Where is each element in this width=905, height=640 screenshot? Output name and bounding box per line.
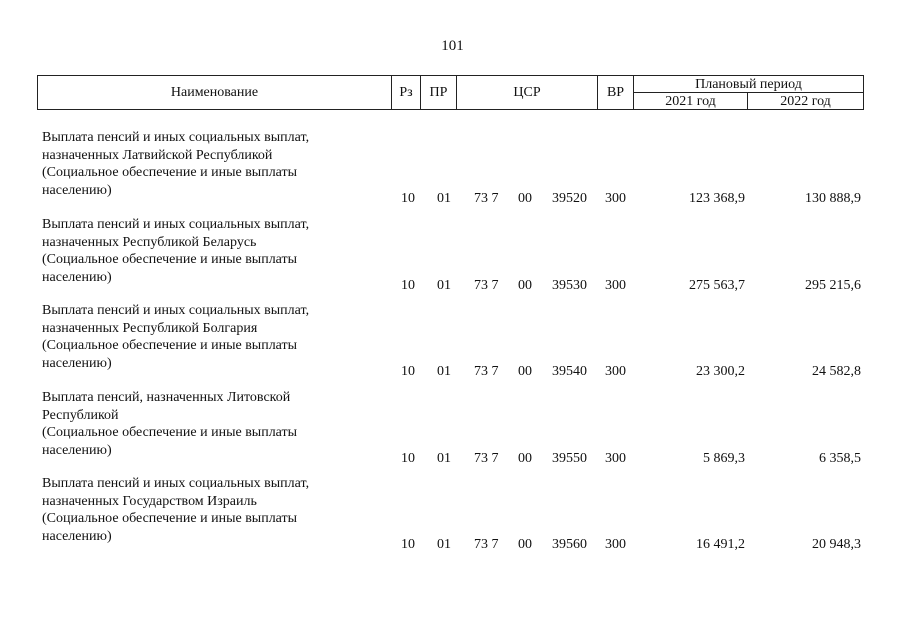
table-row — [0, 389, 905, 469]
row-vr: 300 — [605, 537, 626, 552]
row-pr: 01 — [437, 537, 451, 552]
row-rz: 10 — [401, 364, 415, 379]
row-amount-2022: 24 582,8 — [812, 364, 861, 379]
row-csr-program: 73 7 — [474, 537, 499, 552]
row-csr-program: 73 7 — [474, 364, 499, 379]
header-csr: ЦСР — [457, 76, 598, 110]
row-amount-2021: 23 300,2 — [696, 364, 745, 379]
row-pr: 01 — [437, 451, 451, 466]
row-rz: 10 — [401, 451, 415, 466]
row-vr: 300 — [605, 191, 626, 206]
table-row — [0, 302, 905, 382]
header-vr: ВР — [598, 76, 634, 110]
row-csr-direction: 39520 — [552, 191, 587, 206]
table-row — [0, 216, 905, 296]
table-row — [0, 129, 905, 209]
row-name: Выплата пенсий, назначенных Литовской Республикой (Социальное обеспечение и иные выплаты населению) — [42, 390, 298, 458]
header-year-2022: 2022 год — [748, 93, 864, 110]
row-csr-direction: 39560 — [552, 537, 587, 552]
row-csr-subprogram: 00 — [518, 451, 532, 466]
row-amount-2021: 5 869,3 — [703, 451, 745, 466]
row-amount-2021: 16 491,2 — [696, 537, 745, 552]
row-csr-subprogram: 00 — [518, 278, 532, 293]
row-csr-direction: 39550 — [552, 451, 587, 466]
row-vr: 300 — [605, 278, 626, 293]
row-name: Выплата пенсий и иных социальных выплат, назначенных Республикой Болгария (Социальное обеспечение и иные выплаты населению) — [42, 303, 310, 371]
table-row — [0, 475, 905, 555]
row-pr: 01 — [437, 191, 451, 206]
row-csr-subprogram: 00 — [518, 364, 532, 379]
row-csr-subprogram: 00 — [518, 191, 532, 206]
row-csr-subprogram: 00 — [518, 537, 532, 552]
row-vr: 300 — [605, 364, 626, 379]
row-amount-2022: 6 358,5 — [819, 451, 861, 466]
row-amount-2021: 123 368,9 — [689, 191, 745, 206]
row-pr: 01 — [437, 278, 451, 293]
row-amount-2022: 130 888,9 — [805, 191, 861, 206]
row-csr-program: 73 7 — [474, 191, 499, 206]
header-rz: Рз — [392, 76, 421, 110]
row-name: Выплата пенсий и иных социальных выплат, назначенных Латвийской Республикой (Социальное обеспечение и иные выплаты населению) — [42, 130, 310, 198]
row-amount-2022: 295 215,6 — [805, 278, 861, 293]
row-amount-2022: 20 948,3 — [812, 537, 861, 552]
row-csr-program: 73 7 — [474, 451, 499, 466]
row-rz: 10 — [401, 537, 415, 552]
row-vr: 300 — [605, 451, 626, 466]
row-pr: 01 — [437, 364, 451, 379]
header-planned-period: Плановый период — [634, 76, 864, 93]
row-name: Выплата пенсий и иных социальных выплат, назначенных Республикой Беларусь (Социальное обеспечение и иные выплаты населению) — [42, 217, 310, 285]
header-pr: ПР — [421, 76, 457, 110]
row-csr-program: 73 7 — [474, 278, 499, 293]
row-name: Выплата пенсий и иных социальных выплат, назначенных Государством Израиль (Социальное обеспечение и иные выплаты населению) — [42, 476, 310, 544]
header-name: Наименование — [38, 76, 392, 110]
row-rz: 10 — [401, 191, 415, 206]
row-rz: 10 — [401, 278, 415, 293]
row-csr-direction: 39530 — [552, 278, 587, 293]
page-number: 101 — [441, 38, 464, 54]
row-amount-2021: 275 563,7 — [689, 278, 745, 293]
header-year-2021: 2021 год — [634, 93, 748, 110]
row-csr-direction: 39540 — [552, 364, 587, 379]
